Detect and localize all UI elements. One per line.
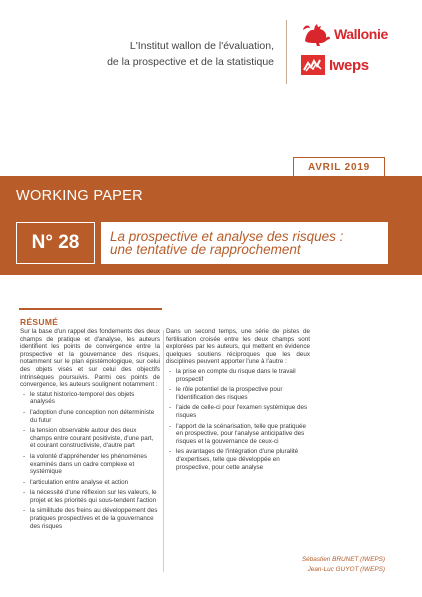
rooster-icon (301, 21, 331, 47)
iweps-mark-icon (301, 55, 325, 75)
list-item: - le statut historico-temporel des objets analysés (20, 391, 160, 406)
iweps-logo (301, 55, 369, 75)
publication-date: AVRIL 2019 (293, 157, 385, 176)
paper-title-line-1: La prospective et analyse des risques : (110, 229, 344, 244)
header-divider (286, 20, 287, 84)
wallonie-logo (301, 21, 388, 47)
column-divider (163, 330, 164, 572)
list-item: - la prise en compte du risque dans le travail prospectif (166, 368, 310, 383)
list-item: - le rôle potentiel de la prospective pour l'identification des risques (166, 386, 310, 401)
resume-column-1 (20, 328, 160, 533)
list-item: - la nécessité d'une réflexion sur les valeurs, le projet et les priorités qui sous-tendent l'action (20, 489, 160, 504)
resume-rule (19, 308, 162, 310)
institute-line-1: L'Institut wallon de l'évaluation, (129, 40, 274, 52)
paper-number: N° 28 (16, 222, 95, 264)
list-item: - la volonté d'appréhender les phénomènes examinés dans un cadre complexe et systémique (20, 453, 160, 476)
fertilisation-list (166, 368, 310, 471)
authors (302, 555, 385, 574)
list-item: - la tension observable autour des deux champs entre courant positiviste, d'une part, et courant constructiviste, d'autre part (20, 427, 160, 450)
resume-heading: RÉSUMÉ (20, 317, 59, 327)
list-item: - l'aide de celle-ci pour l'examen systémique des risques (166, 404, 310, 419)
list-item: - l'adoption d'une conception non déterministe du futur (20, 409, 160, 424)
wallonie-wordmark: Wallonie (334, 26, 388, 42)
list-item: - les avantages de l'intégration d'une pluralité d'expertises, telle que développée en prospective, pour cette analyse (166, 448, 310, 471)
list-item: - la similitude des freins au développement des pratiques prospectives et de la gouvernance des risques (20, 507, 160, 530)
paper-title (101, 222, 388, 264)
list-item: - l'apport de la scénarisation, telle que pratiquée en prospective, pour l'analyse anticipative des risques et la gouvernance de ceux-ci (166, 423, 310, 446)
resume-second-intro: Dans un second temps, une série de pistes de fertilisation croisée entre les deux champs sont explorées par les auteurs, qui mettent en évidence quelques soutiens réciproques que les deux disciplines peuvent apporter l'une à l'autre : (166, 328, 310, 366)
series-label: WORKING PAPER (16, 188, 143, 204)
resume-column-2 (166, 328, 310, 474)
iweps-wordmark: Iweps (329, 56, 369, 74)
convergence-list (20, 391, 160, 531)
resume-intro: Sur la base d'un rappel des fondements des deux champs de pratique et d'analyse, les auteurs identifient les points de convergence entre la prospective et la gouvernance des risques, notamment sur le plan épistémologique, sur celui des objets visés et sur celui des objectifs intrinsèques poursuivis. Parmi ces points de convergence, les auteurs soulignent notamment : (20, 328, 160, 389)
list-item: - l'articulation entre analyse et action (20, 479, 160, 487)
author-1: Sébastien BRUNET (IWEPS) (301, 556, 385, 563)
institute-line-2: de la prospective et de la statistique (107, 55, 274, 68)
institute-name (107, 39, 274, 70)
paper-title-line-2: une tentative de rapprochement (110, 241, 301, 257)
author-2: Jean-Luc GUYOT (IWEPS) (307, 565, 385, 573)
